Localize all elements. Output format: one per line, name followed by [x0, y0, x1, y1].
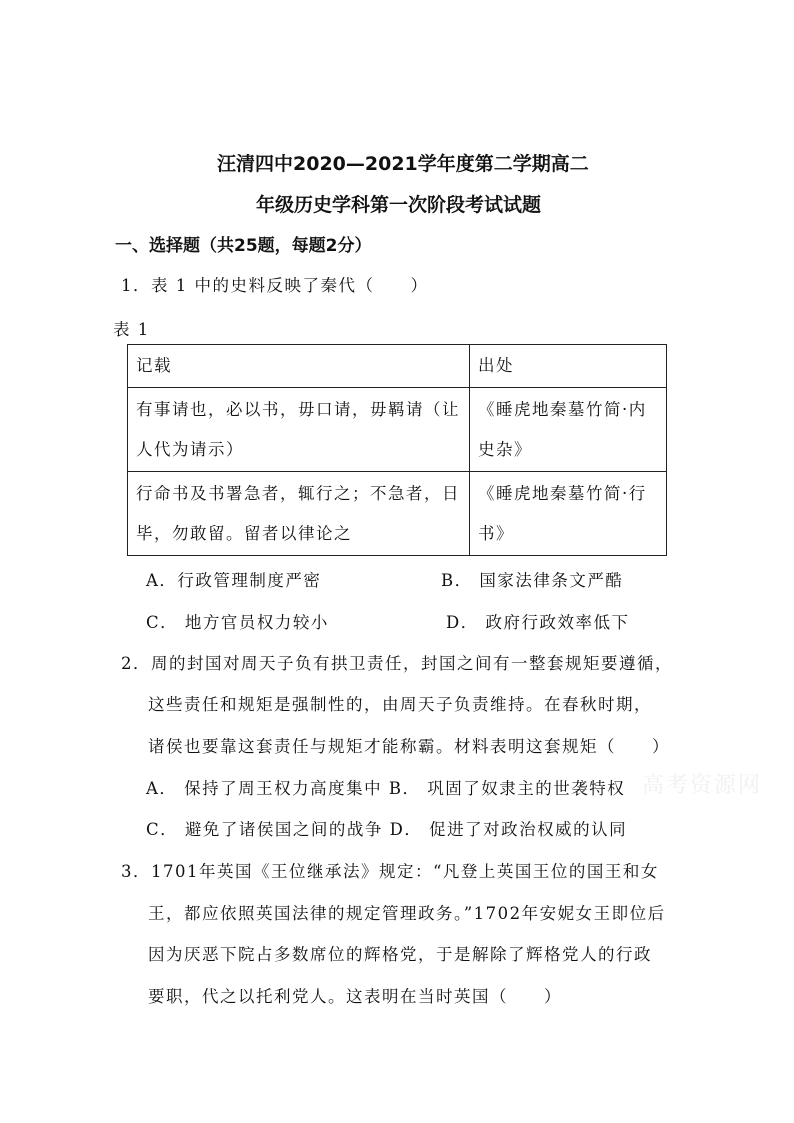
question-1-option-d: D． 政府行政效率低下 — [446, 613, 630, 632]
question-1-option-c: C． 地方官员权力较小 — [146, 613, 329, 632]
table-cell-record — [128, 472, 470, 556]
cell-line: 有事请也，必以书，毋口请，毋羁请（让 — [136, 399, 460, 419]
cell-line: 《睡虎地秦墓竹简·行 — [478, 483, 647, 503]
question-1-option-b: B． 国家法律条文严酷 — [441, 571, 624, 590]
exam-title-line1: 汪清四中2020—2021学年度第二学期高二 — [217, 153, 589, 175]
cell-line: 毕，勿敢留。留者以律论之 — [136, 523, 352, 543]
table-cell-record — [128, 388, 470, 472]
cell-line: 书》 — [478, 523, 514, 543]
table-header-record: 记载 — [128, 345, 470, 388]
question-3-line2: 王，都应依照英国法律的规定管理政务。”1702年安妮女王即位后 — [148, 904, 666, 923]
table-header-row — [128, 345, 667, 388]
question-2-options-cd: C． 避免了诸侯国之间的战争 D． 促进了对政治权威的认同 — [146, 820, 628, 839]
table-row — [128, 388, 667, 472]
question-1-stem: 1．表 1 中的史料反映了秦代（ ） — [121, 276, 429, 295]
cell-line: 人代为请示） — [136, 439, 244, 459]
cell-line: 《睡虎地秦墓竹简·内 — [478, 399, 647, 419]
cell-line: 行命书及书署急者，辄行之；不急者，日 — [136, 483, 460, 503]
question-1-option-a: A．行政管理制度严密 — [146, 571, 322, 590]
question-2-line3: 诸侯也要靠这套责任与规矩才能称霸。材料表明这套规矩（ ） — [148, 737, 670, 756]
section-heading: 一、选择题（共25题，每题2分） — [115, 236, 372, 256]
question-3-line1: 3．1701年英国《王位继承法》规定：“凡登上英国王位的国王和女 — [121, 862, 659, 881]
question-3-line4: 要职，代之以托利党人。这表明在当时英国（ ） — [148, 987, 562, 1006]
table-row — [128, 472, 667, 556]
question-2-options-ab: A． 保持了周王权力高度集中 B． 巩固了奴隶主的世袭特权 — [146, 779, 626, 798]
history-source-table — [127, 344, 667, 556]
question-2-line1: 2．周的封国对周天子负有拱卫责任，封国之间有一整套规矩要遵循， — [121, 654, 673, 673]
watermark: 高考资源网 — [642, 773, 763, 798]
table-header-source: 出处 — [470, 345, 667, 388]
cell-line: 史杂》 — [478, 439, 532, 459]
table-caption: 表 1 — [113, 320, 150, 339]
table-cell-source — [470, 472, 667, 556]
table-cell-source — [470, 388, 667, 472]
question-2-line2: 这些责任和规矩是强制性的，由周天子负责维持。在春秋时期， — [148, 695, 652, 714]
exam-title-line2: 年级历史学科第一次阶段考试试题 — [256, 194, 542, 216]
question-3-line3: 因为厌恶下院占多数席位的辉格党，于是解除了辉格党人的行政 — [148, 945, 652, 964]
